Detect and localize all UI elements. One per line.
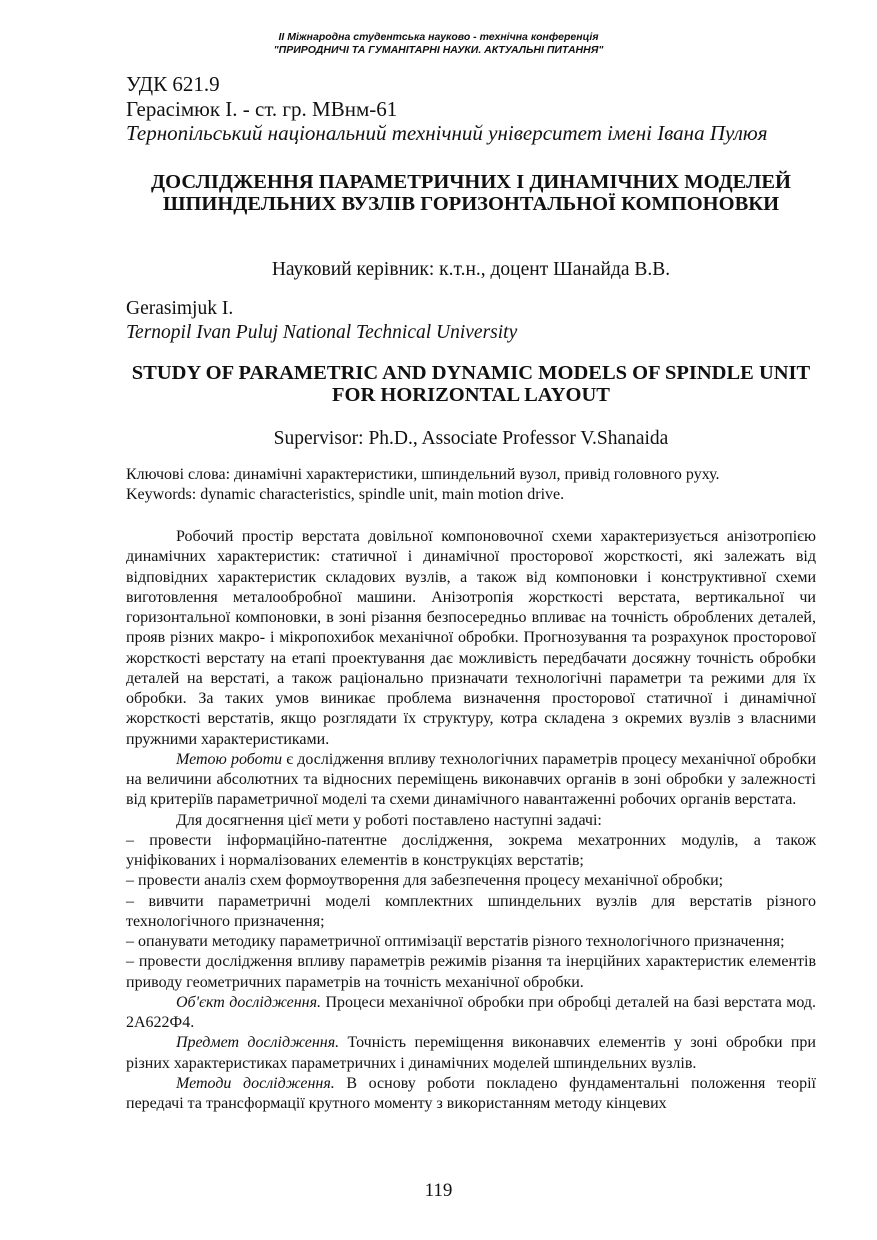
keywords-uk: Ключові слова: динамічні характеристики, шпиндельний вузол, привід головного руху. [126,466,720,483]
conference-title-line1: ІІ Міжнародна студентська науково - технічна конференція [278,31,599,43]
object-text: Процеси механічної обробки при обробці деталей на базі верстата мод. 2А622Ф4. [126,993,816,1031]
conference-title-line2: "ПРИРОДНИЧІ ТА ГУМАНІТАРНІ НАУКИ. АКТУАЛЬНІ ПИТАННЯ" [273,44,604,56]
methods-text: В основу роботи покладено фундаментальні положення теорії передачі та трансформації крутного моменту з використанням методу кінцевих [126,1074,816,1112]
paragraph-object [126,993,816,1034]
task-item: – опанувати методику параметричної оптимізації верстатів різного технологічного призначення; [126,933,785,950]
university-en: Ternopil Ivan Puluj National Technical University [126,322,518,343]
task-item: – провести дослідження впливу параметрів режимів різання та інерційних характеристик елементів приводу геометричних параметрів на точність механічної обробки. [126,953,816,991]
paper-title-en: STUDY OF PARAMETRIC AND DYNAMIC MODELS OF SPINDLE UNIT FOR HORIZONTAL LAYOUT [131,362,811,406]
body-text [126,527,816,1114]
subject-text: Точність переміщення виконавчих елементів у зоні обробки при різних характеристиках параметричних і динамічних моделей шпиндельних вузлів. [126,1034,816,1072]
paragraph-tasks-intro: Для досягнення цієї мети у роботі поставлено наступні задачі: [176,811,602,829]
paragraph-intro: Робочий простір верстата довільної компоновочної схеми характеризується анізотропією динамічних характеристик: статичної і динамічної просторової жорсткості, які залежать від відповідних характеристик складових вузлів, а також від компоновки і конструктивної схеми виготовлення металообробної машини. Анізотропія жорсткості верстата, вертикальної чи горизонтальної компоновки, в зоні різання безпосередньо впливає на точність оброблених деталей, прояв різних макро- і мікропохибок механічної обробки. Прогнозування та розрахунок просторової жорсткості верстату на етапі проектування дає можливість передбачати досяжну точність обробки деталей на верстаті, а також раціонально призначати технологічні параметри та режими для їх обробки. За таких умов виникає проблема визначення просторової статичної і динамічної жорсткості верстатів, якщо розглядати їх структуру, котра складена з окремих вузлів з власними пружними характеристиками. [126,528,816,748]
paragraph-goal [126,750,816,811]
methods-label: Методи дослідження. [176,1074,335,1092]
author-en: Gerasimjuk I. [126,298,234,319]
object-label: Об'єкт дослідження. [176,993,322,1011]
subject-label: Предмет дослідження. [176,1034,340,1052]
supervisor-en: Supervisor: Ph.D., Associate Professor V.Shanaida [273,428,669,449]
supervisor-uk: Науковий керівник: к.т.н., доцент Шанайда В.В. [271,259,671,280]
goal-label: Метою роботи [176,750,283,768]
author-uk: Герасімюк І. - ст. гр. МВнм-61 [126,97,398,121]
university-uk: Тернопільський національний технічний університет імені Івана Пулюя [126,121,768,145]
udk-code: УДК 621.9 [126,72,220,96]
paragraph-methods [126,1074,816,1115]
goal-text: є дослідження впливу технологічних параметрів процесу механічної обробки на величини абсолютних та відносних переміщень виконавчих органів в зоні обробки у залежності від критеріїв параметричної моделі та схеми динамічного навантаженні робочих органів верстата. [126,750,816,809]
task-item: – провести аналіз схем формоутворення для забезпечення процесу механічної обробки; [126,872,724,890]
paragraph-subject [126,1033,816,1074]
paper-title-uk: ДОСЛІДЖЕННЯ ПАРАМЕТРИЧНИХ І ДИНАМІЧНИХ МОДЕЛЕЙ ШПИНДЕЛЬНИХ ВУЗЛІВ ГОРИЗОНТАЛЬНОЇ КОМПОНОВКИ [151,171,791,215]
keywords-en: Keywords: dynamic characteristics, spindle unit, main motion drive. [126,486,565,503]
page-number: 119 [424,1180,453,1201]
task-item: – вивчити параметричні моделі комплектних шпиндельних вузлів для верстатів різного технологічного призначення; [126,892,816,930]
task-item: – провести інформаційно-патентне дослідження, зокрема мехатронних модулів, а також уніфікованих і нормалізованих елементів в конструкціях верстатів; [126,831,816,869]
